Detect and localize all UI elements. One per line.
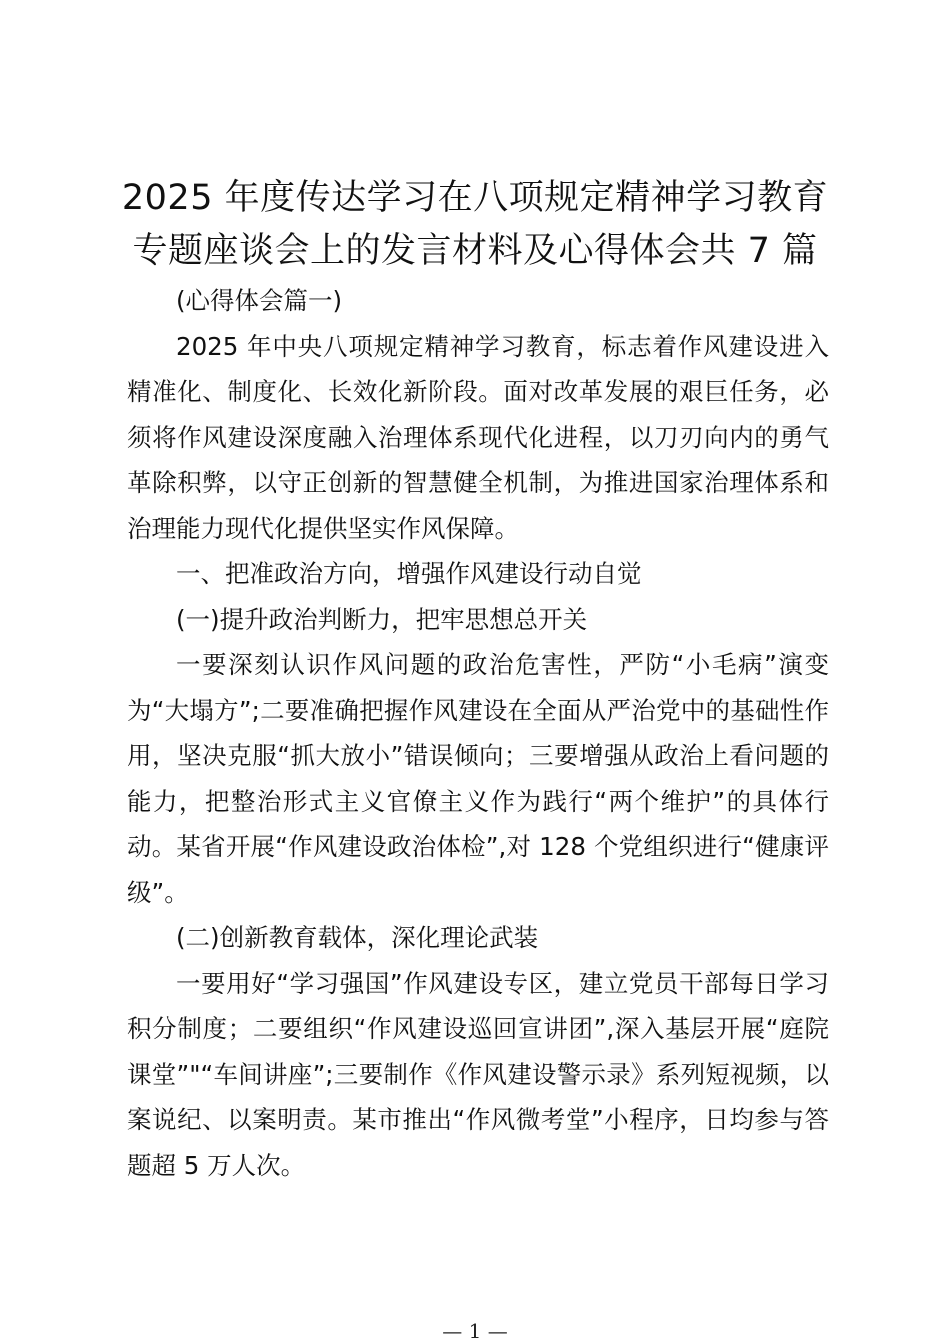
- body-paragraph-1: 一要深刻认识作风问题的政治危害性，严防“小毛病”演变为“大塌方”;二要准确把握作风建设在全面从严治党中的基础性作用，坚决克服“抓大放小”错误倾向；三要增强从政治上看问题的能力，把整治形式主义官僚主义作为践行“两个维护”的具体行动。某省开展“作风建设政治体检”,对 128 个党组织进行“健康评级”。: [127, 650, 829, 907]
- title-line-2: 专题座谈会上的发言材料及心得体会共 7 篇: [132, 231, 818, 271]
- subsection-heading-2: (二)创新教育载体，深化理论武装: [176, 923, 539, 952]
- page-number: — 1 —: [442, 1319, 508, 1343]
- intro-paragraph: 2025 年中央八项规定精神学习教育，标志着作风建设进入精准化、制度化、长效化新阶段。面对改革发展的艰巨任务，必须将作风建设深度融入治理体系现代化进程，以刀刃向内的勇气革除积弊，以守正创新的智慧健全机制，为推进国家治理体系和治理能力现代化提供坚实作风保障。: [127, 331, 829, 543]
- section-heading-1: 一、把准政治方向，增强作风建设行动自觉: [176, 559, 642, 588]
- subtitle-paragraph: (心得体会篇一): [176, 286, 343, 315]
- body-paragraph-2: 一要用好“学习强国”作风建设专区，建立党员干部每日学习积分制度；二要组织“作风建设巡回宣讲团”,深入基层开展“庭院课堂”"“车间讲座”;三要制作《作风建设警示录》系列短视频，以案说纪、以案明责。某市推出“作风微考堂”小程序，日均参与答题超 5 万人次。: [127, 968, 829, 1180]
- document-title: [100, 172, 850, 278]
- title-line-1: 2025 年度传达学习在八项规定精神学习教育: [121, 178, 829, 218]
- subsection-heading-1: (一)提升政治判断力，把牢思想总开关: [176, 604, 588, 634]
- document-body: [127, 278, 829, 1188]
